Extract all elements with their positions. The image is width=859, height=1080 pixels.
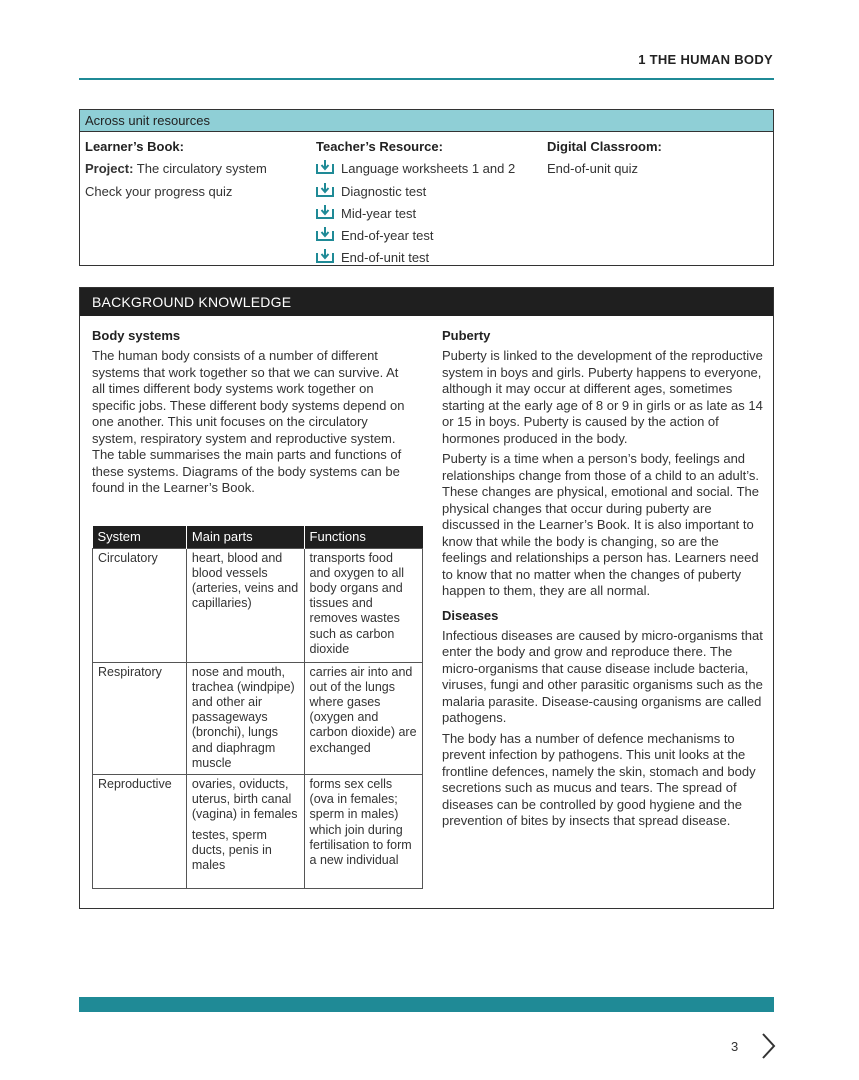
project-label: Project:: [85, 161, 134, 177]
table-cell-system: Respiratory: [93, 662, 187, 774]
project-value: The circulatory system: [133, 161, 267, 177]
chevron-right-icon[interactable]: [760, 1032, 776, 1060]
teachers-resource-heading: Teacher’s Resource:: [316, 139, 443, 154]
table-cell-parts: nose and mouth, trachea (windpipe) and other air passageways (bronchi), lungs and diaphragm muscle: [186, 662, 304, 774]
table-cell-system: Circulatory: [93, 548, 187, 662]
body-systems-heading: Body systems: [92, 328, 181, 343]
puberty-paragraph: Puberty is a time when a person’s body, feelings and relationships change from those of a child to an adult’s. These changes are physical, emotional and social. The physical changes that occur during puberty are discussed in the Learner’s Book. It is also important to know that while the body is changing, so are the feelings and relationships a person has. Learners need to know that no matter when the changes of puberty happen to them, they are all normal.: [442, 451, 760, 598]
resource-label: End-of-year test: [341, 228, 434, 244]
diseases-heading: Diseases: [442, 607, 499, 623]
teachers-resource-item[interactable]: [316, 247, 515, 269]
table-row: [93, 662, 423, 774]
parts-females: ovaries, oviducts, uterus, birth canal (vagina) in females: [191, 776, 298, 822]
diseases-paragraph: Infectious diseases are caused by micro-organisms that enter the body and grow and reproduce there. The micro-organisms that cause disease include bacteria, viruses, fungi and other parasitic organisms such as the malaria parasite. Disease-causing organisms are called pathogens.: [442, 627, 763, 725]
parts-males: testes, sperm ducts, penis in males: [191, 827, 272, 872]
table-cell-system: Reproductive: [93, 774, 187, 888]
background-knowledge-title: BACKGROUND KNOWLEDGE: [80, 288, 773, 316]
digital-classroom-column: [547, 136, 662, 181]
learners-book-column: [85, 136, 267, 203]
learners-book-heading: Learner’s Book:: [85, 139, 184, 154]
teachers-resource-item[interactable]: [316, 203, 515, 225]
running-head: 1 THE HUMAN BODY: [638, 52, 773, 67]
header-rule: [79, 78, 774, 80]
table-header-row: [93, 526, 423, 548]
left-column: [92, 328, 412, 497]
download-icon: [316, 227, 334, 241]
footer-bar: [79, 997, 774, 1012]
digital-classroom-heading: Digital Classroom:: [547, 139, 662, 154]
table-cell-parts: [186, 774, 304, 888]
page-number: 3: [731, 1039, 739, 1054]
digital-classroom-item: End-of-unit quiz: [547, 161, 639, 177]
table-cell-functions: transports food and oxygen to all body organs and tissues and removes wastes such as carbon dioxide: [304, 548, 422, 662]
resource-label: End-of-unit test: [341, 250, 430, 266]
diseases-paragraph: The body has a number of defence mechanisms to prevent infection by pathogens. This unit looks at the frontline defences, namely the skin, stomach and body secretions such as mucus and tears. The spread of diseases can be controlled by good hygiene and the prevention of bites by insects that spread disease.: [442, 730, 756, 828]
table-cell-functions: carries air into and out of the lungs where gases (oxygen and carbon dioxide) are exchanged: [304, 662, 422, 774]
table-header: System: [93, 526, 187, 548]
teachers-resource-item[interactable]: [316, 181, 515, 203]
download-icon: [316, 249, 334, 263]
puberty-paragraph: Puberty is linked to the development of the reproductive system in boys and girls. Puberty happens to everyone, although it may occur at different ages, sometimes starting at the early age of 8 or 9 in girls or as late as 14 or 15 in boys. Puberty is caused by the action of hormones produced in the body.: [442, 348, 763, 446]
table-header: Main parts: [186, 526, 304, 548]
puberty-heading: Puberty: [442, 328, 491, 343]
body-systems-table: [92, 526, 423, 889]
table-row: [93, 774, 423, 888]
project-line: [85, 158, 267, 180]
background-knowledge-box: [79, 287, 774, 909]
table-header: Functions: [304, 526, 422, 548]
teachers-resource-column: [316, 136, 515, 270]
resource-label: Diagnostic test: [341, 183, 427, 199]
download-icon: [316, 205, 334, 219]
table-cell-parts: heart, blood and blood vessels (arteries, veins and capillaries): [186, 548, 304, 662]
right-column: [442, 328, 764, 830]
download-icon: [316, 160, 334, 174]
teachers-resource-item[interactable]: [316, 225, 515, 247]
resource-label: Mid-year test: [341, 205, 417, 221]
resource-label: Language worksheets 1 and 2: [341, 161, 516, 177]
body-systems-paragraph: The human body consists of a number of different systems that work together so that we can survive. At all times different body systems work together on specific jobs. These different body systems depend on one another. This unit focuses on the circulatory system, respiratory system and reproductive system. The table summarises the main parts and functions of these systems. Diagrams of the body systems can be found in the Learner’s Book.: [92, 348, 405, 495]
download-icon: [316, 183, 334, 197]
learners-book-item: Check your progress quiz: [85, 183, 233, 199]
teachers-resource-item[interactable]: [316, 158, 515, 180]
table-row: [93, 548, 423, 662]
table-cell-functions: forms sex cells (ova in females; sperm in males) which join during fertilisation to form a new individual: [304, 774, 422, 888]
resources-title: Across unit resources: [80, 110, 773, 132]
resources-box: [79, 109, 774, 266]
